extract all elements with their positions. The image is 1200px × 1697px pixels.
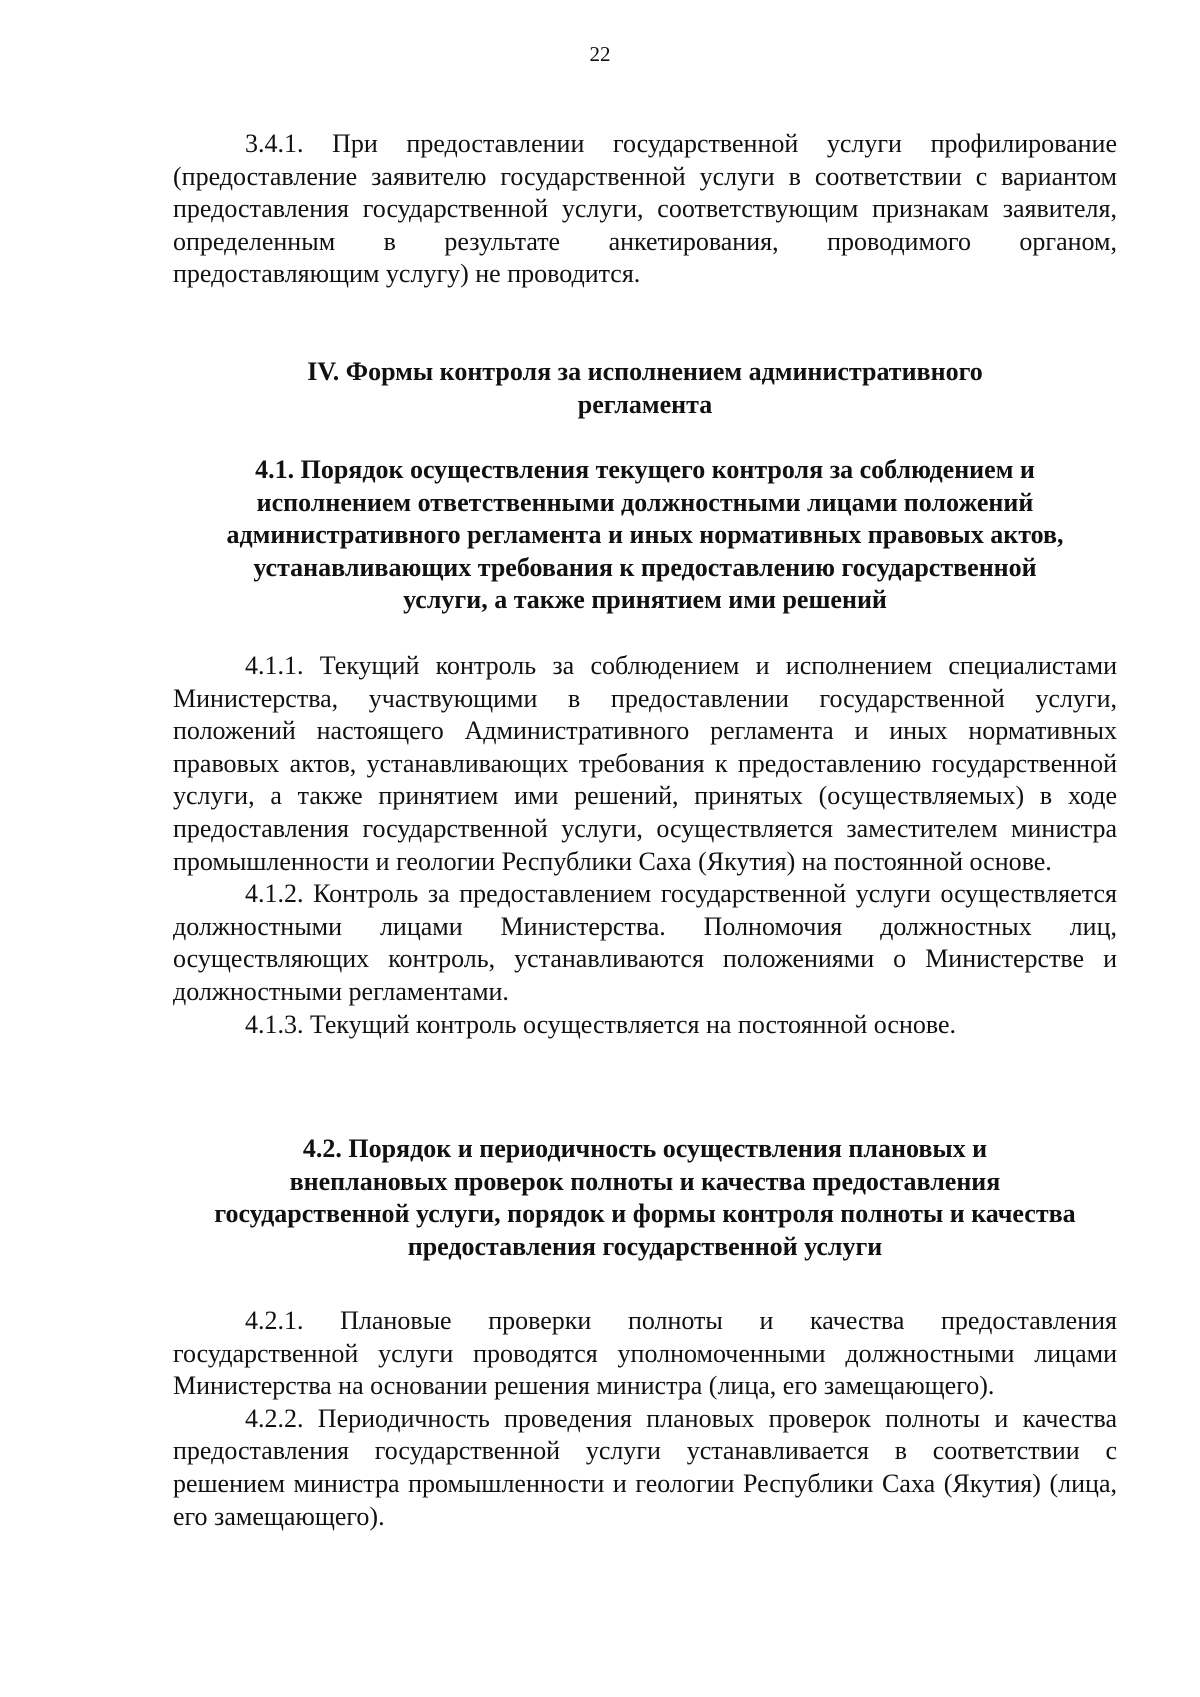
section-4-2-heading-line: государственной услуги, порядок и формы контроля полноты и качества — [214, 1199, 1076, 1229]
paragraph-4-2-1: 4.2.1. Плановые проверки полноты и качества предоставления государственной услуги проводятся уполномоченными должностными лицами Министерства на основании решения министра (лица, его замещающего). — [173, 1306, 1117, 1401]
section-iv-heading-line: IV. Формы контроля за исполнением административного — [307, 357, 983, 386]
section-4-2-body — [173, 1305, 1117, 1533]
section-4-1-body — [173, 650, 1117, 1041]
paragraph-3-4-1: 3.4.1. При предоставлении государственной услуги профилирование (предоставление заявителю государственной услуги в соответствии с вариантом предоставления государственной услуги, соответствующим признакам заявителя, определенным в результате анкетирования, проводимого органом, предоставляющим услугу) не проводится. — [173, 129, 1117, 289]
section-4-1-heading-line: 4.1. Порядок осуществления текущего контроля за соблюдением и — [255, 455, 1035, 484]
section-4-1-heading-line: исполнением ответственными должностными лицами положений — [256, 487, 1034, 517]
page-number: 22 — [589, 42, 611, 66]
paragraph-3-4-1-block — [173, 128, 1117, 291]
section-4-2-heading-line: предоставления государственной услуги — [407, 1231, 883, 1261]
section-4-2-heading-line: внеплановых проверок полноты и качества предоставления — [289, 1166, 1001, 1196]
section-4-1-heading-line: услуги, а также принятием ими решений — [403, 585, 887, 615]
paragraph-4-1-2: 4.1.2. Контроль за предоставлением государственной услуги осуществляется должностными лицами Министерства. Полномочия должностных лиц, осуществляющих контроль, устанавливаются положениями о Министерстве и должностными регламентами. — [173, 879, 1117, 1006]
section-4-2-heading — [173, 1133, 1117, 1263]
section-4-1-heading-line: устанавливающих требования к предоставлению государственной — [253, 552, 1037, 582]
section-4-1-heading — [173, 454, 1117, 617]
paragraph-4-1-3: 4.1.3. Текущий контроль осуществляется на постоянной основе. — [245, 1009, 957, 1039]
section-iv-heading — [173, 356, 1117, 421]
paragraph-4-2-2: 4.2.2. Периодичность проведения плановых проверок полноты и качества предоставления государственной услуги устанавливается в соответствии с решением министра промышленности и геологии Республики Саха (Якутия) (лица, его замещающего). — [173, 1403, 1117, 1531]
section-4-2-heading-line: 4.2. Порядок и периодичность осуществления плановых и — [302, 1134, 988, 1163]
section-4-1-heading-line: административного регламента и иных нормативных правовых актов, — [226, 520, 1064, 550]
section-iv-heading-line: регламента — [577, 389, 713, 419]
paragraph-4-1-1: 4.1.1. Текущий контроль за соблюдением и исполнением специалистами Министерства, участвующими в предоставлении государственной услуги, положений настоящего Административного регламента и иных нормативных правовых актов, устанавливающих требования к предоставлению государственной услуги, а также принятием ими решений, принятых (осуществляемых) в ходе предоставления государственной услуги, осуществляется заместителем министра промышленности и геологии Республики Саха (Якутия) на постоянной основе. — [173, 651, 1117, 876]
